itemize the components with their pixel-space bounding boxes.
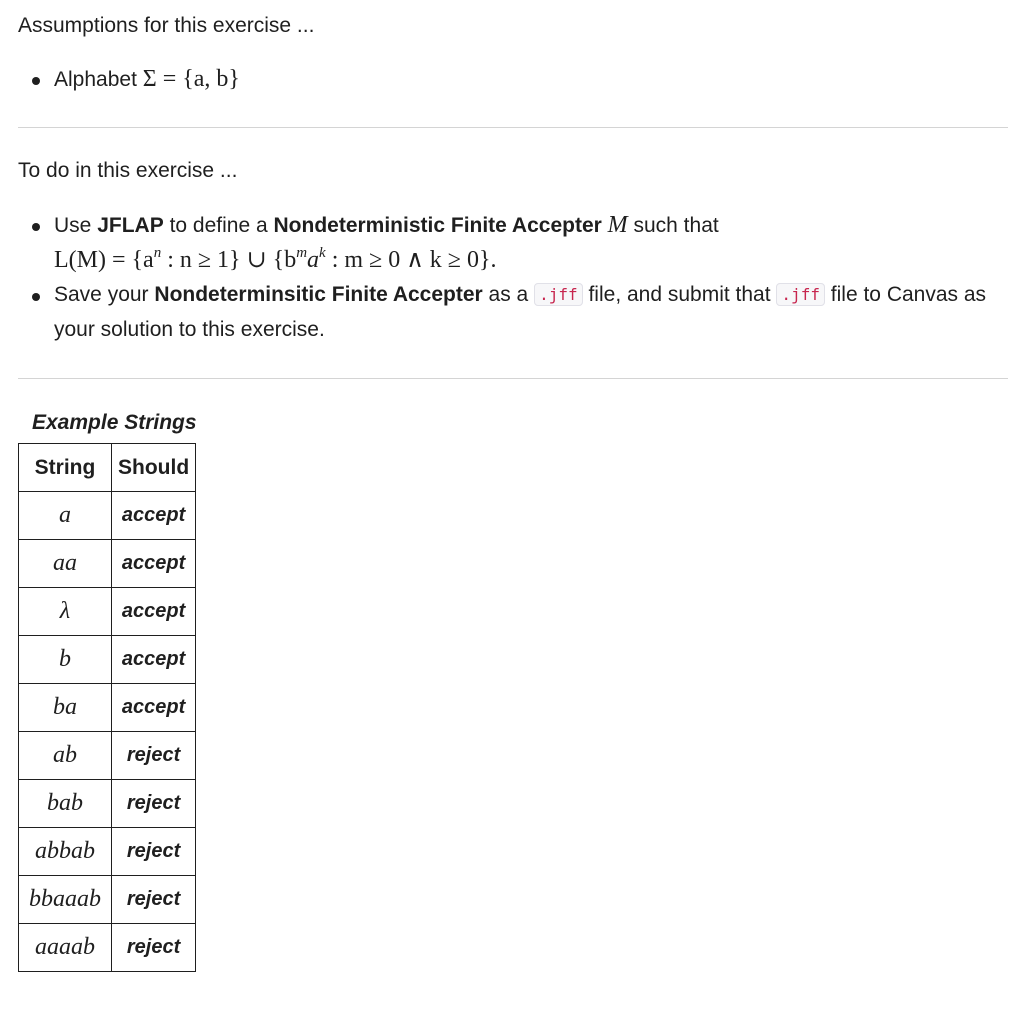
cell-string: abbab [19, 828, 112, 876]
table-row [19, 588, 196, 636]
text-file-submit: file, and submit that [588, 283, 771, 306]
assumptions-heading: Assumptions for this exercise ... [18, 14, 315, 37]
header-string: String [19, 444, 112, 492]
table-header-row [19, 444, 196, 492]
table-row [19, 636, 196, 684]
cell-result: accept [112, 492, 196, 540]
example-strings-table [18, 443, 196, 972]
cell-result: reject [112, 780, 196, 828]
machine-name: Nondeterministic Finite Accepter [273, 214, 602, 237]
table-row [19, 684, 196, 732]
cell-string: aaaab [19, 924, 112, 972]
cell-result: reject [112, 924, 196, 972]
todo-item-define [18, 208, 1008, 278]
text-use: Use [54, 214, 92, 237]
machine-var: M [607, 212, 628, 238]
cell-string: ab [19, 732, 112, 780]
cell-string: bab [19, 780, 112, 828]
cell-result: accept [112, 588, 196, 636]
cell-string: ba [19, 684, 112, 732]
table-row [19, 828, 196, 876]
cell-string: aa [19, 540, 112, 588]
assumptions-list [18, 62, 240, 97]
table-row [19, 780, 196, 828]
header-should: Should [112, 444, 196, 492]
text-to-define: to define a [169, 214, 268, 237]
cell-result: accept [112, 684, 196, 732]
cell-result: reject [112, 828, 196, 876]
file-extension-code-2: .jff [776, 283, 825, 306]
text-as-a: as a [488, 283, 529, 306]
cell-result: reject [112, 876, 196, 924]
cell-result: reject [112, 732, 196, 780]
cell-string: a [19, 492, 112, 540]
text-such-that: such that [633, 214, 719, 237]
cell-string: bbaaab [19, 876, 112, 924]
table-row [19, 924, 196, 972]
section-divider-1 [18, 127, 1008, 128]
section-divider-2 [18, 378, 1008, 379]
machine-name-2: Nondeterminsitic Finite Accepter [154, 283, 483, 306]
text-save-your: Save your [54, 283, 149, 306]
cell-result: accept [112, 636, 196, 684]
todo-item-save [18, 278, 1008, 347]
text-file-to-canvas: file to Canvas as your solution to this exercise. [54, 283, 987, 341]
todo-list [18, 208, 1008, 347]
language-definition: $L(M) = \{a^n$ : n ≥ 1} ∪ {$b^ma^k$ : m ≥ 0 ∧ k ≥ 0}. [54, 245, 497, 273]
cell-string: b [19, 636, 112, 684]
alphabet-math: Σ = {a, b} [142, 66, 240, 92]
todo-heading: To do in this exercise ... [18, 159, 238, 182]
jflap-label: JFLAP [97, 214, 164, 237]
table-row [19, 876, 196, 924]
cell-string: λ [19, 588, 112, 636]
alphabet-label: Alphabet [54, 68, 137, 91]
file-extension-code: .jff [534, 283, 583, 306]
table-row [19, 540, 196, 588]
table-row [19, 492, 196, 540]
table-row [19, 732, 196, 780]
cell-result: accept [112, 540, 196, 588]
alphabet-item [18, 62, 240, 97]
table-caption: Example Strings [32, 411, 197, 434]
